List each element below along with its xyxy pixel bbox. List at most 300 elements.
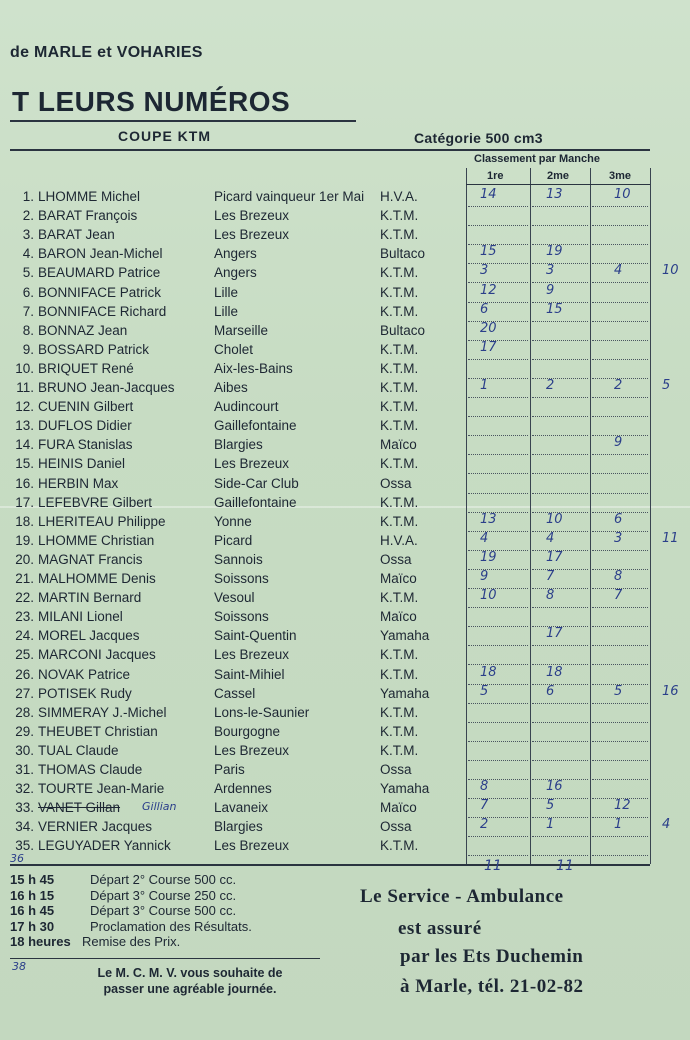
table-bottom-rule (10, 864, 650, 866)
rider-moto: K.T.M. (380, 590, 419, 606)
rider-club: Les Brezeux (214, 208, 290, 224)
classement-header: Classement par Manche (474, 153, 600, 165)
rider-number: 4. (22, 246, 34, 262)
handwritten-score: 10 (480, 588, 497, 604)
rider-club: Les Brezeux (214, 227, 290, 243)
handwritten-score: 10 (546, 511, 563, 527)
handwritten-score: 14 (480, 187, 497, 202)
rider-club: Lavaneix (214, 800, 269, 816)
score-dotted-line (532, 684, 588, 685)
score-dotted-line (532, 454, 588, 455)
score-dotted-line (532, 855, 588, 856)
rider-moto: Maïco (380, 800, 417, 816)
rider-moto: K.T.M. (380, 265, 419, 281)
manche-3-header: 3me (609, 170, 632, 182)
rider-name: BRIQUET René (38, 360, 134, 376)
rider-club: Cholet (214, 341, 254, 357)
handwritten-score: 9 (614, 435, 623, 451)
score-dotted-line (592, 855, 648, 856)
score-dotted-line (468, 588, 528, 589)
schedule-time: 15 h 45 (10, 872, 55, 887)
score-dotted-line (532, 588, 588, 589)
handwritten-score: 3 (614, 530, 623, 546)
score-dotted-line (468, 645, 528, 646)
rider-name: LEFEBVRE Gilbert (38, 494, 153, 510)
score-dotted-line (468, 321, 528, 322)
rider-name: MARTIN Bernard (38, 590, 142, 606)
handwritten-score: 6 (614, 511, 623, 527)
score-dotted-line (468, 760, 528, 761)
rider-name: THOMAS Claude (38, 762, 143, 777)
ambulance-line-4: à Marle, tél. 21-02-82 (400, 976, 584, 997)
handwritten-total: 5 (662, 378, 671, 393)
rider-club: Soissons (214, 609, 269, 625)
rider-number: 5. (22, 265, 34, 281)
score-dotted-line (468, 359, 528, 360)
rider-name: MALHOMME Denis (38, 571, 156, 586)
schedule-rule (10, 958, 320, 959)
rider-club: Saint-Mihiel (214, 666, 285, 682)
rider-number: 30. (15, 742, 34, 758)
rider-moto: K.T.M. (380, 456, 419, 472)
score-dotted-line (468, 550, 528, 551)
rider-club: Marseille (214, 322, 269, 338)
score-dotted-line (532, 263, 588, 264)
rider-moto: K.T.M. (380, 666, 419, 682)
score-dotted-line (532, 798, 588, 799)
score-dotted-line (532, 741, 588, 742)
rider-number: 35. (15, 838, 34, 854)
title-rule (10, 120, 356, 122)
rider-moto: K.T.M. (380, 380, 419, 395)
handwritten-score: 7 (546, 569, 555, 584)
handwritten-score: 19 (546, 244, 563, 260)
rider-name: LHOMME Christian (38, 532, 155, 548)
schedule-time: 16 h 45 (10, 903, 55, 918)
rider-name: BONNIFACE Patrick (38, 284, 162, 300)
handwritten-score: 18 (480, 664, 497, 680)
score-dotted-line (592, 225, 648, 226)
rider-name: BARAT Jean (38, 227, 115, 243)
rider-club: Blargies (214, 437, 263, 453)
handwritten-score: 18 (546, 664, 563, 680)
handwritten-score: 20 (480, 320, 497, 336)
rider-name: BONNIFACE Richard (38, 303, 167, 319)
score-dotted-line (592, 703, 648, 704)
handwritten-name-correction: Gillian (142, 800, 177, 814)
rider-number: 12. (15, 399, 34, 415)
handwritten-score: 8 (480, 779, 489, 795)
score-dotted-line (592, 206, 648, 207)
rider-club: Lille (214, 284, 239, 300)
rider-name: TUAL Claude (38, 742, 119, 758)
schedule-time: 18 heures (10, 934, 71, 949)
rider-name: VANET Gillan (38, 800, 121, 816)
score-dotted-line (468, 779, 528, 780)
rider-moto: Yamaha (380, 685, 430, 701)
rider-name: MILANI Lionel (38, 609, 123, 625)
score-dotted-line (592, 359, 648, 360)
rider-moto: Bultaco (380, 322, 426, 338)
score-dotted-line (532, 473, 588, 474)
score-dotted-line (592, 454, 648, 455)
score-dotted-line (468, 703, 528, 704)
rider-number: 13. (15, 418, 34, 434)
score-dotted-line (468, 378, 528, 379)
score-dotted-line (468, 569, 528, 570)
rider-club: Angers (214, 265, 257, 281)
score-dotted-line (592, 416, 648, 417)
schedule-event: Départ 2° Course 500 cc. (90, 872, 237, 887)
page-title: T LEURS NUMÉROS (12, 86, 291, 117)
handwritten-total: 11 (662, 530, 679, 546)
score-dotted-line (592, 607, 648, 608)
schedule-event: Remise des Prix. (82, 934, 181, 949)
score-dotted-line (592, 282, 648, 283)
score-dotted-line (468, 664, 528, 665)
rider-number: 2. (22, 208, 34, 224)
rider-club: Picard (214, 532, 253, 548)
score-dotted-line (592, 836, 648, 837)
rider-moto: K.T.M. (380, 284, 419, 300)
score-dotted-line (532, 340, 588, 341)
rider-name: POTISEK Rudy (38, 685, 132, 701)
rider-moto: K.T.M. (380, 418, 419, 434)
score-dotted-line (532, 531, 588, 532)
score-dotted-line (468, 855, 528, 856)
score-dotted-line (532, 493, 588, 494)
schedule-event: Départ 3° Course 250 cc. (90, 887, 237, 903)
rider-number: 6. (22, 284, 34, 300)
rider-club: Les Brezeux (214, 456, 290, 472)
handwritten-score: 5 (546, 798, 555, 814)
rider-name: HEINIS Daniel (38, 456, 126, 472)
score-dotted-line (532, 645, 588, 646)
ambulance-line-1: Le Service - Ambulance (360, 886, 564, 907)
handwritten-score: 9 (546, 282, 555, 298)
ambulance-line-3: par les Ets Duchemin (400, 946, 584, 967)
rider-name: LEGUYADER Yannick (38, 838, 171, 854)
score-dotted-line (532, 760, 588, 761)
rider-name: BOSSARD Patrick (38, 341, 150, 357)
rider-number: 19. (15, 532, 34, 548)
score-dotted-line (532, 378, 588, 379)
handwritten-score: 19 (480, 549, 497, 565)
score-dotted-line (592, 302, 648, 303)
rider-number: 32. (15, 781, 34, 797)
rider-club: Soissons (214, 571, 269, 586)
schedule-time: 16 h 15 (10, 887, 55, 903)
score-dotted-line (532, 722, 588, 723)
score-dotted-line (532, 282, 588, 283)
rider-name: MAGNAT Francis (38, 551, 143, 567)
rider-club: Bourgogne (214, 723, 281, 739)
score-dotted-line (532, 569, 588, 570)
rider-moto: K.T.M. (380, 704, 419, 720)
score-dotted-line (532, 817, 588, 818)
score-dotted-line (468, 817, 528, 818)
handwritten-score: 13 (480, 511, 497, 527)
rider-moto: Maïco (380, 609, 417, 625)
handwritten-score: 13 (546, 187, 563, 202)
score-dotted-line (592, 741, 648, 742)
handwritten-bottom-m1: 11 (484, 858, 502, 874)
score-dotted-line (468, 626, 528, 627)
score-dotted-line (468, 225, 528, 226)
category-label: Catégorie 500 cm3 (414, 130, 543, 146)
rider-name: TOURTE Jean-Marie (38, 781, 165, 797)
handwritten-score: 4 (614, 263, 623, 279)
rider-moto: K.T.M. (380, 303, 419, 319)
rider-name: MARCONI Jacques (38, 647, 156, 663)
rider-number: 27. (15, 685, 34, 701)
rider-club: Ardennes (214, 781, 272, 797)
manche-1-header: 1re (487, 170, 504, 182)
rider-club: Les Brezeux (214, 742, 290, 758)
rider-number: 34. (15, 819, 34, 835)
rider-name: DUFLOS Didier (38, 418, 132, 434)
rider-moto: Ossa (380, 475, 412, 491)
score-dotted-line (592, 722, 648, 723)
rider-moto: K.T.M. (380, 494, 419, 510)
handwritten-score: 17 (546, 626, 563, 642)
handwritten-score: 3 (546, 263, 555, 279)
score-dotted-line (468, 282, 528, 283)
handwritten-score: 7 (480, 798, 489, 814)
handwritten-score: 4 (546, 530, 555, 546)
rider-club: Gaillefontaine (214, 418, 297, 434)
rider-name: BRUNO Jean-Jacques (38, 380, 175, 395)
handwritten-score: 2 (614, 378, 623, 393)
rider-name: BARON Jean-Michel (38, 246, 163, 262)
handwritten-score: 2 (480, 817, 489, 833)
score-dotted-line (592, 779, 648, 780)
schedule-event: Départ 3° Course 500 cc. (90, 903, 237, 918)
handwritten-score: 5 (614, 683, 623, 699)
coupe-label: COUPE KTM (118, 128, 211, 144)
handwritten-score: 17 (546, 549, 563, 565)
rider-name: BEAUMARD Patrice (38, 265, 161, 281)
rider-number: 8. (22, 322, 34, 338)
handwritten-score: 6 (480, 301, 489, 317)
rider-moto: Maïco (380, 571, 417, 586)
rider-moto: K.T.M. (380, 360, 419, 376)
handwritten-score: 4 (480, 530, 489, 546)
handwritten-score: 7 (614, 588, 623, 604)
score-dotted-line (592, 645, 648, 646)
rider-club: Yonne (214, 513, 252, 529)
handwritten-score: 15 (546, 301, 563, 317)
score-dotted-line (532, 416, 588, 417)
score-dotted-line (532, 359, 588, 360)
rider-moto: K.T.M. (380, 399, 419, 415)
rider-moto: K.T.M. (380, 742, 419, 758)
rider-number: 9. (22, 341, 34, 357)
score-dotted-line (592, 321, 648, 322)
score-dotted-line (468, 741, 528, 742)
score-dotted-line (468, 206, 528, 207)
score-dotted-line (468, 722, 528, 723)
handwritten-score: 12 (614, 798, 631, 814)
rider-number: 1. (22, 189, 34, 204)
rider-club: Angers (214, 246, 257, 262)
handwritten-score: 12 (480, 282, 497, 298)
score-dotted-line (468, 302, 528, 303)
handwritten-score: 10 (614, 187, 631, 202)
rider-moto: Yamaha (380, 628, 430, 644)
rider-name: HERBIN Max (38, 475, 119, 491)
score-dotted-line (532, 836, 588, 837)
handwritten-score: 8 (546, 588, 555, 604)
score-dotted-line (468, 397, 528, 398)
rider-club: Vesoul (214, 590, 255, 606)
score-dotted-line (468, 473, 528, 474)
score-dotted-line (468, 798, 528, 799)
score-dotted-line (468, 435, 528, 436)
score-dotted-line (468, 416, 528, 417)
rider-number: 20. (15, 551, 34, 567)
ambulance-line-2: est assuré (398, 918, 482, 939)
handwritten-score: 6 (546, 683, 555, 699)
score-dotted-line (592, 664, 648, 665)
rider-moto: K.T.M. (380, 341, 419, 357)
header-rule (10, 149, 650, 151)
handwritten-38: 38 (12, 960, 26, 973)
handwritten-score: 8 (614, 569, 623, 584)
handwritten-score: 5 (480, 683, 489, 699)
rider-club: Gaillefontaine (214, 494, 297, 510)
rider-moto: Ossa (380, 762, 412, 777)
rider-number: 11. (16, 380, 34, 395)
rider-club: Side-Car Club (214, 475, 299, 491)
rider-moto: Ossa (380, 819, 412, 835)
wish-line-1: Le M. C. M. V. vous souhaite de (97, 966, 283, 980)
rider-number: 10. (15, 360, 34, 376)
handwritten-score: 1 (546, 817, 555, 833)
rider-moto: K.T.M. (380, 208, 419, 224)
rider-number: 26. (15, 666, 34, 682)
score-dotted-line (468, 607, 528, 608)
score-dotted-line (468, 340, 528, 341)
score-dotted-line (592, 244, 648, 245)
rider-moto: K.T.M. (380, 647, 419, 663)
rider-number: 24. (15, 628, 34, 644)
schedule-time: 17 h 30 (10, 918, 55, 934)
score-dotted-line (468, 531, 528, 532)
rider-club: Cassel (214, 685, 256, 701)
score-dotted-line (592, 340, 648, 341)
rider-name: NOVAK Patrice (38, 666, 131, 682)
rider-club: Les Brezeux (214, 647, 290, 663)
handwritten-total: 4 (662, 817, 671, 833)
rider-name: VERNIER Jacques (38, 819, 153, 835)
rider-club: Lons-le-Saunier (214, 704, 310, 720)
score-dotted-line (468, 454, 528, 455)
rider-club: Saint-Quentin (214, 628, 297, 644)
rider-club: Picard vainqueur 1er Mai (214, 189, 365, 204)
manche-2-header: 2me (547, 170, 570, 182)
rider-moto: K.T.M. (380, 838, 419, 854)
rider-moto: Yamaha (380, 781, 430, 797)
score-dotted-line (468, 512, 528, 513)
rider-number: 14. (15, 437, 34, 453)
wish-line-2: passer une agréable journée. (103, 982, 277, 996)
score-dotted-line (468, 684, 528, 685)
rider-club: Audincourt (214, 399, 279, 415)
rider-club: Aix-les-Bains (214, 360, 293, 376)
rider-club: Lille (214, 303, 239, 319)
rider-number: 21. (15, 571, 34, 586)
score-dotted-line (592, 550, 648, 551)
rider-number: 23. (15, 609, 34, 625)
rider-moto: H.V.A. (380, 532, 418, 548)
event-location: de MARLE et VOHARIES (10, 44, 203, 61)
rider-moto: Ossa (380, 551, 412, 567)
rider-club: Aibes (214, 380, 248, 395)
manche-header-rule (466, 184, 650, 185)
score-dotted-line (592, 397, 648, 398)
handwritten-score: 1 (480, 378, 489, 393)
rider-club: Paris (214, 762, 245, 777)
rider-moto: Bultaco (380, 246, 426, 262)
rider-number: 29. (15, 723, 34, 739)
rider-name: THEUBET Christian (38, 723, 158, 739)
handwritten-score: 15 (480, 244, 497, 260)
rider-club: Sannois (214, 551, 263, 567)
score-dotted-line (592, 473, 648, 474)
rider-name: MOREL Jacques (38, 628, 140, 644)
rider-name: LHERITEAU Philippe (38, 513, 166, 529)
handwritten-score: 9 (480, 569, 489, 584)
rider-moto: K.T.M. (380, 513, 419, 529)
rider-number: 16. (15, 475, 34, 491)
rider-number: 7. (22, 303, 34, 319)
rider-name: BARAT François (38, 208, 138, 224)
rider-number: 33. (15, 800, 34, 816)
score-dotted-line (532, 321, 588, 322)
handwritten-total: 10 (662, 263, 679, 279)
handwritten-score: 1 (614, 817, 623, 833)
rider-number: 18. (15, 513, 34, 529)
rider-club: Blargies (214, 819, 263, 835)
handwritten-bottom-m2: 11 (556, 858, 574, 874)
score-dotted-line (468, 836, 528, 837)
score-dotted-line (532, 397, 588, 398)
rider-number: 31. (15, 762, 34, 777)
rider-number: 22. (15, 590, 34, 606)
rider-name: LHOMME Michel (38, 189, 141, 204)
score-dotted-line (532, 435, 588, 436)
rider-moto: K.T.M. (380, 227, 419, 243)
score-dotted-line (532, 607, 588, 608)
handwritten-score: 2 (546, 378, 555, 393)
rider-name: CUENIN Gilbert (38, 399, 134, 415)
handwritten-score: 17 (480, 339, 497, 355)
score-dotted-line (468, 244, 528, 245)
rider-number: 3. (22, 227, 34, 243)
rider-club: Les Brezeux (214, 838, 290, 854)
score-dotted-line (468, 493, 528, 494)
rider-number: 17. (15, 494, 34, 510)
handwritten-score: 16 (546, 779, 563, 795)
score-dotted-line (468, 263, 528, 264)
handwritten-score: 3 (480, 263, 489, 279)
rider-moto: Maïco (380, 437, 417, 453)
rider-number: 25. (15, 647, 34, 663)
rider-number: 28. (15, 704, 34, 720)
rider-number: 15. (15, 456, 34, 472)
rider-name: FURA Stanislas (38, 437, 133, 453)
